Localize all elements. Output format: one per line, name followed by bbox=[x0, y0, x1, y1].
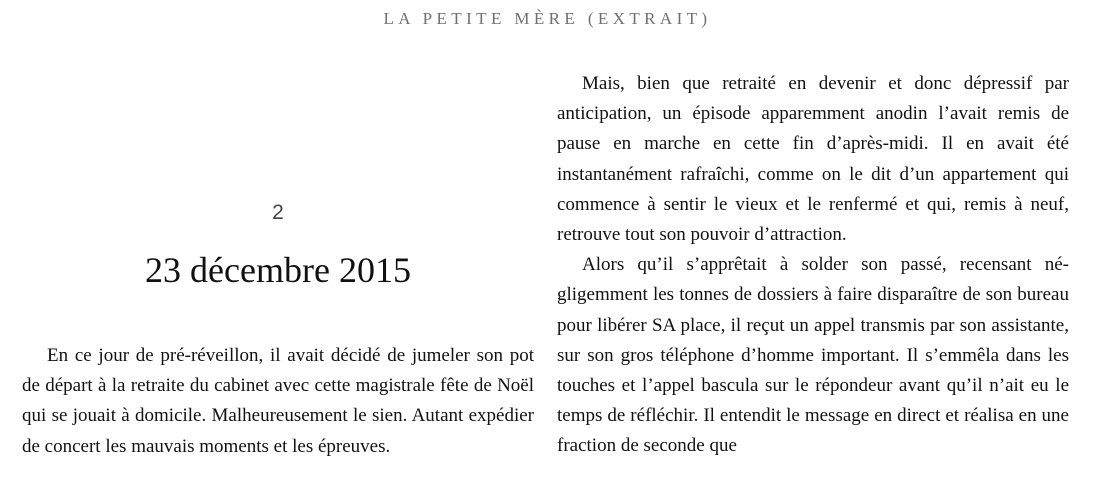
running-head: LA PETITE MÈRE (EXTRAIT) bbox=[383, 9, 712, 28]
chapter-title: 23 décembre 2015 bbox=[145, 250, 411, 290]
body-paragraph: Mais, bien que retraité en devenir et donc dépressif par anticipation, un épisode apparemment anodin l’avait remis de pause en marche en cette fin d’après-midi. Il en avait été instantanément rafraîchi, comme on le dit d’un appartement qui commence à sentir le vieux et le renfermé et qui, remis à neuf, retrouve tout son pouvoir d’attraction. bbox=[557, 73, 1069, 246]
body-paragraph: En ce jour de pré-réveillon, il avait décidé de jumeler son pot de départ à la retraite du cabinet avec cette magistrale fête de Noël qui se jouait à domicile. Malheureusement le sien. Autant expédier de concert les mauvais moments et les épreuves. bbox=[22, 345, 534, 457]
body-paragraph: Alors qu’il s’apprêtait à solder son passé, recensant négligemment les tonnes de dossiers à faire disparaître de son bureau pour libérer SA place, il reçut un appel transmis par son assistante, sur son gros téléphone d’homme important. Il s’emmêla dans les touches et l’appel bascula sur le répondeur avant qu’il n’ait eu le temps de réfléchir. Il entendit le message en direct et réalisa en une fraction de seconde que bbox=[557, 254, 1069, 457]
left-body-text bbox=[22, 341, 534, 462]
chapter-number: 2 bbox=[272, 201, 284, 224]
right-column bbox=[557, 69, 1069, 462]
